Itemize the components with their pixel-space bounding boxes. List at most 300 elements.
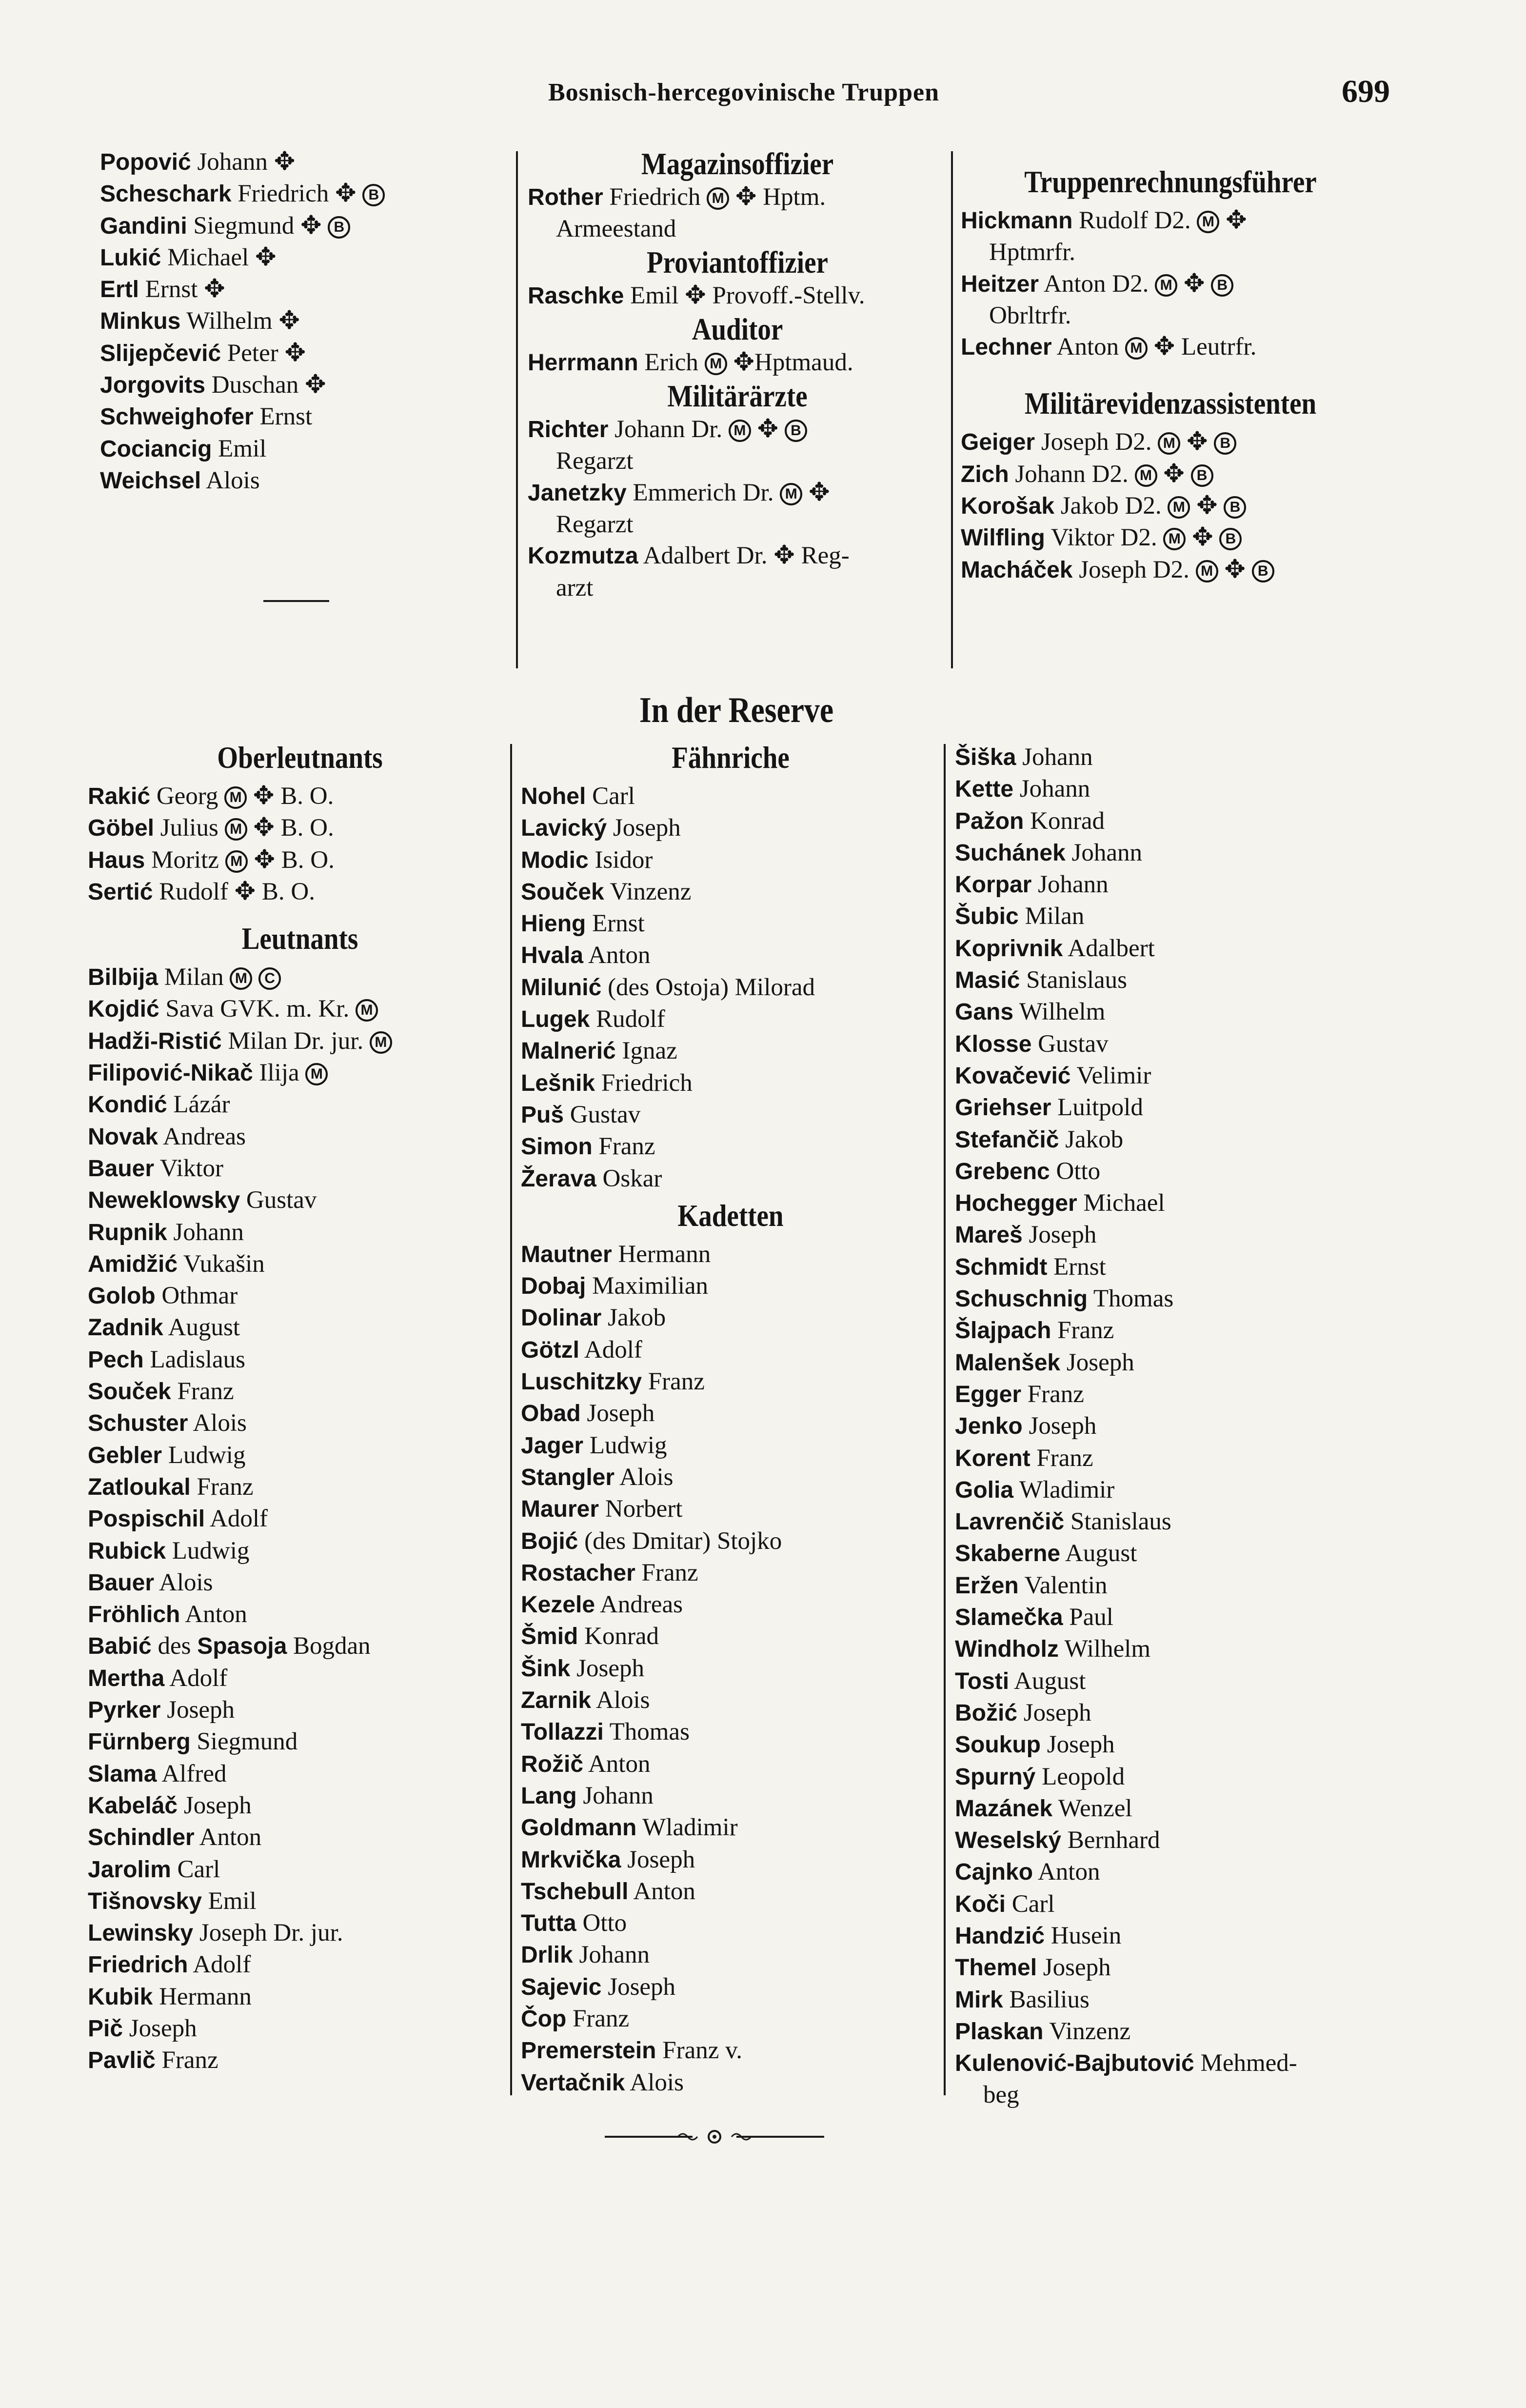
list-item	[88, 1312, 512, 1344]
given-name: Franz	[1051, 1317, 1114, 1344]
surname: Skaberne	[955, 1541, 1061, 1567]
list-item	[521, 1163, 940, 1195]
ornament-divider	[605, 2127, 824, 2147]
given-name: Basilius	[1003, 1986, 1090, 2013]
circled-m-icon: M	[1168, 496, 1190, 519]
list-item	[955, 1952, 1394, 1984]
surname: Korent	[955, 1445, 1031, 1471]
list-item	[88, 1822, 512, 1853]
cross-decoration-icon: ✥	[1192, 522, 1213, 552]
given-name: Carl	[586, 783, 635, 810]
surname: Koči	[955, 1891, 1006, 1917]
list-item	[961, 459, 1380, 490]
surname: Windholz	[955, 1636, 1059, 1663]
given-name: Joseph	[1022, 1221, 1097, 1249]
list-item	[961, 426, 1380, 458]
given-name: Alois	[614, 1463, 674, 1491]
given-name: Alois	[625, 2068, 684, 2096]
circled-m-icon: M	[1135, 464, 1157, 487]
list-item	[521, 1003, 940, 1035]
short-divider	[263, 600, 329, 602]
list-item	[88, 1184, 512, 1216]
given-name: Joseph	[621, 1846, 695, 1873]
given-name: Rudolf	[590, 1005, 665, 1033]
surname: Zatloukal	[88, 1474, 191, 1500]
list-item	[955, 1793, 1394, 1825]
list-item	[88, 1057, 512, 1089]
given-name: Sava GVK. m. Kr.	[159, 995, 356, 1023]
list-item	[521, 812, 940, 844]
surname: Hickmann	[961, 208, 1073, 234]
surname: Lavický	[521, 815, 607, 842]
column-rule-bottom-right	[944, 744, 946, 2095]
list-item	[521, 1748, 940, 1780]
surname: Pospischil	[88, 1506, 205, 1532]
given-name: Stanislaus	[1064, 1508, 1171, 1536]
given-name: Anton	[583, 942, 651, 969]
surname: Hvala	[521, 943, 584, 969]
list-item	[521, 1462, 940, 1493]
surname: Götzl	[521, 1337, 579, 1363]
given-name: Anton	[583, 1750, 651, 1778]
cross-decoration-icon: ✥	[253, 813, 275, 843]
surname: Lešnik	[521, 1070, 595, 1096]
surname: Janetzky	[528, 480, 627, 506]
list-item	[521, 1589, 940, 1621]
list-item	[521, 1939, 940, 1971]
cross-decoration-icon: ✥	[204, 274, 225, 304]
surname: Milunić	[521, 974, 602, 1001]
given-name: Erich	[638, 348, 705, 376]
surname: Bauer	[88, 1569, 155, 1596]
given-name: Joseph	[1022, 1412, 1097, 1440]
given-name: Milan Dr. jur.	[221, 1027, 370, 1055]
surname: Lechner	[961, 334, 1052, 361]
given-name: Leopold	[1035, 1763, 1125, 1790]
list-item	[521, 781, 940, 812]
surname: Plaskan	[955, 2018, 1044, 2045]
surname: Fürnberg	[88, 1729, 191, 1755]
circled-m-icon: M	[370, 1031, 392, 1054]
given-name: Ernst	[139, 276, 204, 303]
surname: Mautner	[521, 1241, 612, 1267]
given-name: Alois	[591, 1686, 650, 1714]
given-name: Johann	[1016, 743, 1093, 771]
list-item	[88, 1917, 512, 1949]
given-name: Joseph	[1017, 1699, 1091, 1726]
list-item	[521, 1239, 940, 1270]
given-name: Maximilian	[586, 1272, 709, 1300]
list-item	[955, 837, 1394, 869]
given-name: Franz	[566, 2005, 630, 2032]
given-name: Joseph	[123, 2014, 197, 2042]
surname: Mrkvička	[521, 1846, 621, 1873]
given-name: Oskar	[596, 1164, 662, 1192]
surname: Nohel	[521, 783, 586, 809]
surname: Rostacher	[521, 1560, 635, 1586]
given-name: Anton	[1039, 270, 1112, 298]
surname: Richter	[528, 417, 609, 443]
surname: Modic	[521, 847, 589, 873]
surname: Lang	[521, 1783, 577, 1809]
surname: Obad	[521, 1401, 581, 1427]
cross-decoration-icon: ✥	[305, 370, 326, 400]
cross-decoration-icon: ✥	[1226, 205, 1247, 235]
list-item	[88, 1599, 512, 1630]
given-name: Joseph	[607, 814, 681, 842]
given-name: Luitpold	[1051, 1094, 1143, 1122]
surname: Tollazzi	[521, 1719, 604, 1746]
surname: Mertha	[88, 1665, 165, 1691]
given-name: Adolf	[579, 1336, 642, 1364]
surname: Vertačnik	[521, 2069, 625, 2096]
given-name: Joseph	[160, 1696, 235, 1724]
rank-note: B. O.	[275, 846, 335, 874]
given-name: Adalbert	[1063, 934, 1155, 962]
given-name: Friedrich	[231, 180, 335, 208]
surname: Weselský	[955, 1827, 1061, 1854]
surname: Mirk	[955, 1987, 1003, 2013]
given-name: Johann	[167, 1218, 244, 1246]
cross-decoration-icon: ✥	[1187, 427, 1208, 457]
given-name: Johann	[1013, 775, 1090, 803]
spacer	[961, 363, 1380, 382]
circled-m-icon: M	[707, 187, 729, 210]
list-item	[521, 844, 940, 876]
rank-note: D2.	[1154, 207, 1197, 234]
list-item	[955, 1156, 1394, 1187]
cross-decoration-icon: ✥	[255, 242, 277, 272]
surname: Schindler	[88, 1825, 195, 1851]
surname: Šubic	[955, 903, 1019, 930]
list-item	[88, 1440, 512, 1471]
circled-m-icon: M	[305, 1063, 328, 1085]
rank-note: B. O.	[256, 878, 316, 905]
given-name: Joseph	[178, 1791, 252, 1819]
given-name: Paul	[1063, 1604, 1113, 1631]
given-name: Johann Dr.	[608, 416, 729, 443]
given-name: Franz	[190, 1473, 254, 1501]
given-name: Joseph	[580, 1400, 655, 1427]
list-item	[521, 1067, 940, 1099]
running-title: Bosnisch-hercegovinische Truppen	[548, 79, 939, 106]
list-item	[521, 1971, 940, 2003]
given-name: Rudolf	[1072, 207, 1154, 234]
surname: Dobaj	[521, 1273, 586, 1300]
surname: Stefančič	[955, 1126, 1059, 1153]
given-name: Adalbert Dr.	[638, 542, 774, 570]
surname: Kezele	[521, 1592, 595, 1618]
list-item	[955, 773, 1394, 805]
list-item	[955, 1219, 1394, 1251]
surname: Tutta	[521, 1910, 576, 1937]
surname: Maurer	[521, 1496, 599, 1523]
cross-decoration-icon: ✥	[757, 414, 779, 444]
list-item	[100, 305, 490, 337]
rank-note: Leutrfr.	[1175, 333, 1257, 361]
surname: Lukić	[100, 244, 161, 271]
surname: Zarnik	[521, 1687, 592, 1714]
list-item	[88, 1121, 512, 1153]
rank-note: D2.	[1152, 556, 1196, 583]
section-heading: Truppenrechnungsführer	[1024, 164, 1317, 199]
given-name: Andreas	[158, 1123, 246, 1150]
given-name: Moritz	[145, 846, 225, 874]
circled-m-icon: M	[224, 786, 247, 809]
given-name: Otto	[1050, 1157, 1101, 1185]
surname: Lewinsky	[88, 1920, 194, 1946]
left-column	[88, 737, 512, 2077]
section-heading: Oberleutnants	[217, 740, 383, 775]
cross-decoration-icon: ✥	[808, 477, 830, 507]
surname: Haus	[88, 847, 145, 873]
list-item	[88, 1758, 512, 1790]
list-item	[521, 1302, 940, 1334]
list-item	[88, 1981, 512, 2013]
list-item	[100, 210, 490, 242]
given-name: (des Dmitar) Stojko	[578, 1527, 782, 1555]
given-name: Adolf	[164, 1664, 228, 1692]
circled-m-icon: M	[1197, 211, 1219, 233]
list-item	[100, 401, 490, 433]
list-item	[961, 490, 1380, 522]
list-item	[955, 1092, 1394, 1124]
surname: Ertl	[100, 277, 139, 303]
circled-m-icon: M	[225, 850, 248, 873]
list-item	[955, 1251, 1394, 1283]
surname: Simon	[521, 1134, 593, 1160]
surname: Wilfling	[961, 525, 1045, 551]
surname: Rupnik	[88, 1219, 167, 1245]
given-name: Wilhelm	[1058, 1635, 1151, 1663]
given-name: Mehmed-	[1194, 2049, 1297, 2077]
list-item	[88, 1694, 512, 1726]
list-item	[88, 2013, 512, 2045]
list-item	[88, 1217, 512, 1248]
list-item	[955, 1315, 1394, 1346]
circled-c-icon: C	[258, 967, 281, 990]
given-name: Jakob	[1059, 1125, 1124, 1153]
cross-decoration-icon: ✥	[274, 147, 296, 176]
given-name: Joseph	[1035, 428, 1115, 456]
surname: Schmidt	[955, 1254, 1048, 1280]
surname: Kulenović-Bajbutović	[955, 2050, 1194, 2077]
surname: Premerstein	[521, 2038, 656, 2064]
list-item	[955, 1825, 1394, 1856]
list-item	[521, 940, 940, 971]
list-item	[100, 338, 490, 369]
surname: Lavrenčič	[955, 1509, 1065, 1535]
surname: Jarolim	[88, 1856, 171, 1883]
given-name: Alois	[188, 1409, 247, 1437]
cross-decoration-icon: ✥	[1196, 491, 1218, 521]
list-item	[88, 1407, 512, 1439]
list-item	[955, 1729, 1394, 1761]
list-item	[955, 1856, 1394, 1888]
surname: Gans	[955, 999, 1014, 1025]
list-item	[521, 2035, 940, 2067]
given-name: Georg	[150, 783, 225, 810]
circled-m-icon: M	[780, 483, 802, 505]
section-heading: Militärärzte	[667, 379, 808, 414]
surname: Šmid	[521, 1624, 578, 1650]
surname: Suchánek	[955, 840, 1066, 866]
list-item	[521, 972, 940, 1003]
surname: Minkus	[100, 308, 181, 335]
surname: Amidžić	[88, 1251, 178, 1277]
list-item	[955, 1443, 1394, 1474]
list-item	[88, 1471, 512, 1503]
surname: Kabeláč	[88, 1792, 178, 1819]
surname: Schweighofer	[100, 404, 254, 430]
section-heading: Kadetten	[677, 1198, 784, 1233]
surname: Malnerić	[521, 1038, 616, 1064]
list-item	[88, 1089, 512, 1121]
given-name: Michael	[161, 243, 255, 271]
rank-note: D2.	[1120, 524, 1164, 552]
given-name: Adolf	[205, 1505, 268, 1533]
given-name: arzt	[556, 574, 594, 602]
given-name: Joseph Dr. jur.	[193, 1919, 343, 1947]
list-item	[528, 540, 947, 572]
list-item	[88, 876, 512, 908]
list-item	[955, 1570, 1394, 1602]
cross-decoration-icon: ✥	[335, 179, 357, 208]
given-name: Johann	[1065, 839, 1142, 866]
rank-note: D2.	[1125, 492, 1168, 520]
top-left-column	[100, 146, 490, 497]
given-name: Michael	[1077, 1189, 1165, 1217]
list-item	[528, 414, 947, 445]
list-item	[100, 433, 490, 465]
surname: Hieng	[521, 911, 586, 937]
list-item	[955, 1633, 1394, 1665]
list-item	[955, 1697, 1394, 1729]
given-name: Thomas	[1088, 1285, 1174, 1313]
circled-m-icon: M	[1155, 274, 1177, 297]
surname: Hochegger	[955, 1190, 1077, 1217]
list-item	[521, 1035, 940, 1067]
given-name: Franz	[155, 2047, 218, 2074]
given-name: Armeestand	[556, 215, 676, 243]
surname: Koprivnik	[955, 935, 1063, 962]
given-name: Vinzenz	[1043, 2017, 1131, 2045]
surname: Herrmann	[528, 349, 638, 376]
surname: Göbel	[88, 815, 155, 842]
surname: Tišnovsky	[88, 1888, 202, 1914]
given-name: Ernst	[253, 403, 313, 431]
given-name: Peter	[221, 339, 285, 367]
list-item	[88, 1153, 512, 1184]
circled-m-icon: M	[225, 818, 247, 841]
surname: Klosse	[955, 1031, 1032, 1057]
list-item	[88, 2045, 512, 2076]
given-name: Gustav	[1031, 1030, 1109, 1058]
given-name: Otto	[576, 1909, 627, 1937]
given-name: Anton	[194, 1824, 262, 1851]
list-item	[528, 347, 947, 379]
list-item	[521, 1525, 940, 1557]
cross-decoration-icon: ✥	[733, 347, 755, 377]
surname: Novak	[88, 1124, 159, 1150]
list-item	[961, 205, 1380, 237]
list-item	[955, 1028, 1394, 1060]
section-heading: Militärevidenzassistenten	[1024, 386, 1317, 421]
surname: Kojdić	[88, 996, 159, 1023]
circled-b-icon: B	[1214, 432, 1236, 455]
surname: Cajnko	[955, 1859, 1033, 1886]
given-name: Ladislaus	[143, 1345, 245, 1373]
list-item	[521, 1270, 940, 1302]
given-name: Thomas	[603, 1718, 690, 1746]
list-item	[955, 1124, 1394, 1156]
surname: Jager	[521, 1432, 584, 1459]
list-item	[100, 146, 490, 178]
list-item	[521, 2067, 940, 2099]
surname: Rother	[528, 184, 603, 210]
cross-decoration-icon: ✥	[254, 844, 276, 874]
list-item	[88, 1567, 512, 1599]
cross-decoration-icon: ✥	[278, 306, 300, 336]
list-item	[955, 869, 1394, 901]
surname: Puš	[521, 1102, 564, 1128]
list-item	[88, 1949, 512, 1981]
surname: Fröhlich	[88, 1602, 180, 1628]
top-middle-column	[528, 146, 947, 603]
given-name: Konrad	[1024, 807, 1105, 835]
circled-b-icon: B	[328, 216, 350, 239]
list-item	[88, 1025, 512, 1057]
given-name: beg	[983, 2081, 1019, 2109]
given-name: Ernst	[586, 910, 645, 938]
surname: Kovačević	[955, 1063, 1071, 1089]
surname: Pyrker	[88, 1697, 161, 1724]
given-name: Milan	[1018, 903, 1085, 930]
surname: Schuschnig	[955, 1286, 1088, 1312]
given-name: Anton	[1051, 333, 1125, 361]
given-name: Vukašin	[178, 1250, 265, 1278]
given-name: Regarzt	[556, 447, 634, 475]
surname: Gebler	[88, 1442, 162, 1468]
list-item	[88, 1790, 512, 1822]
column-rule-bottom-left	[510, 744, 512, 2095]
cross-decoration-icon: ✥	[300, 210, 322, 240]
surname: Žerava	[521, 1165, 596, 1192]
given-name: Franz	[1030, 1444, 1093, 1472]
surname: Souček	[521, 879, 604, 905]
given-name: Vinzenz	[604, 878, 692, 905]
given-name: Andreas	[595, 1591, 683, 1619]
given-name: Adolf	[188, 1951, 251, 1979]
surname: Masić	[955, 967, 1020, 994]
cross-decoration-icon: ✥	[284, 338, 306, 367]
surname: Friedrich	[88, 1952, 188, 1978]
list-item	[955, 2079, 1394, 2110]
surname: Rožič	[521, 1751, 584, 1777]
given-name: Wladimir	[1013, 1476, 1115, 1504]
list-item	[88, 1280, 512, 1312]
list-item	[961, 268, 1380, 300]
rank-note: Provoff.-Stellv.	[706, 281, 865, 309]
list-item	[955, 805, 1394, 837]
list-item	[521, 1876, 940, 1907]
circled-b-icon: B	[785, 420, 807, 442]
surname: Egger	[955, 1381, 1022, 1407]
given-name: Bernhard	[1061, 1826, 1160, 1854]
surname: Tosti	[955, 1668, 1010, 1694]
surname: Souček	[88, 1379, 171, 1405]
surname: Kozmutza	[528, 543, 638, 569]
